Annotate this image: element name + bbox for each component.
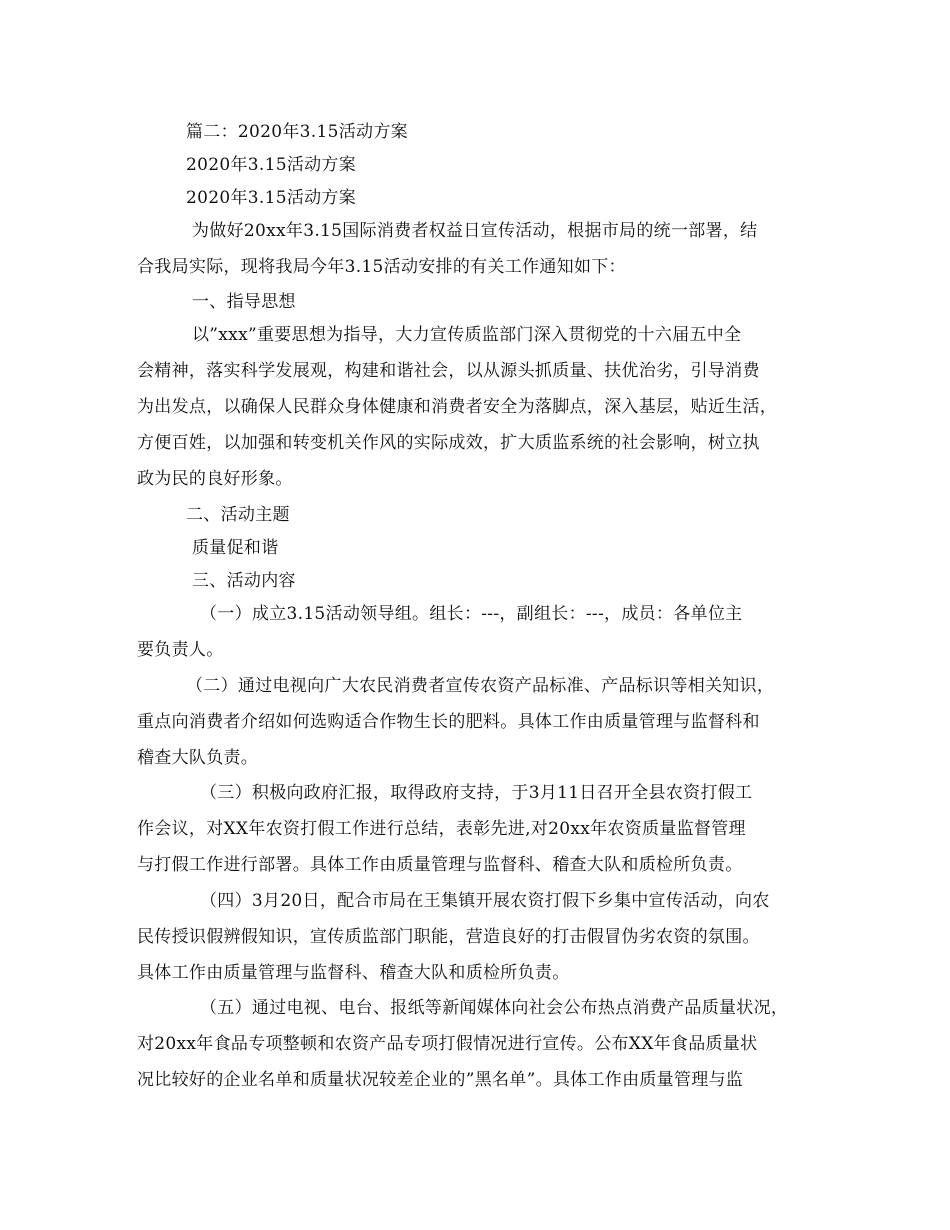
intro-line: 为做好20xx年3.15国际消费者权益日宣传活动，根据市局的统一部署，结 <box>192 221 758 241</box>
item-line: （一）成立3.15活动领导组。组长：---，副组长：---，成员：各单位主 <box>200 604 743 624</box>
item-line: 与打假工作进行部署。具体工作由质量管理与监督科、稽查大队和质检所负责。 <box>137 855 743 875</box>
item-line: （二）通过电视向广大农民消费者宣传农资产品标准、产品标识等相关知识， <box>186 676 775 696</box>
section-2-heading: 二、活动主题 <box>186 505 290 525</box>
item-line: 要负责人。 <box>137 640 224 660</box>
item-line: （三）积极向政府汇报，取得政府支持，于3月11日召开全县农资打假工 <box>200 783 753 803</box>
item-line: 具体工作由质量管理与监督科、稽查大队和质检所负责。 <box>137 963 570 983</box>
item-line: 况比较好的企业名单和质量状况较差企业的”黑名单”。具体工作由质量管理与监 <box>137 1070 744 1090</box>
item-line: （四）3月20日，配合市局在王集镇开展农资打假下乡集中宣传活动，向农 <box>200 891 770 911</box>
section-1-heading: 一、指导思想 <box>192 292 296 312</box>
paragraph-line: 方便百姓，以加强和转变机关作风的实际成效，扩大质监系统的社会影响，树立执 <box>137 433 760 453</box>
paragraph-line: 会精神，落实科学发展观，构建和谐社会，以从源头抓质量、扶优治劣，引导消费 <box>137 361 760 381</box>
item-line: 作会议，对XX年农资打假工作进行总结，表彰先进,对20xx年农资质量监督管理 <box>137 819 746 839</box>
item-line: 重点向消费者介绍如何选购适合作物生长的肥料。具体工作由质量管理与监督科和 <box>137 712 760 732</box>
paragraph-line: 以”xxx”重要思想为指导，大力宣传质监部门深入贯彻党的十六届五中全 <box>192 325 742 345</box>
document-title: 2020年3.15活动方案 <box>186 155 357 175</box>
section-3-heading: 三、活动内容 <box>192 571 296 591</box>
paragraph-line: 为出发点，以确保人民群众身体健康和消费者安全为落脚点，深入基层，贴近生活， <box>137 397 778 417</box>
section-heading: 篇二：2020年3.15活动方案 <box>186 122 408 142</box>
item-line: 对20xx年食品专项整顿和农资产品专项打假情况进行宣传。公布XX年食品质量状 <box>137 1034 758 1054</box>
document-subtitle: 2020年3.15活动方案 <box>186 188 357 208</box>
section-2-text: 质量促和谐 <box>192 538 279 558</box>
paragraph-line: 政为民的良好形象。 <box>137 469 293 489</box>
item-line: 民传授识假辨假知识，宣传质监部门职能，营造良好的打击假冒伪劣农资的氛围。 <box>137 927 760 947</box>
item-line: （五）通过电视、电台、报纸等新闻媒体向社会公布热点消费产品质量状况， <box>200 998 789 1018</box>
intro-line: 合我局实际，现将我局今年3.15活动安排的有关工作通知如下： <box>137 257 626 277</box>
item-line: 稽查大队负责。 <box>137 748 259 768</box>
